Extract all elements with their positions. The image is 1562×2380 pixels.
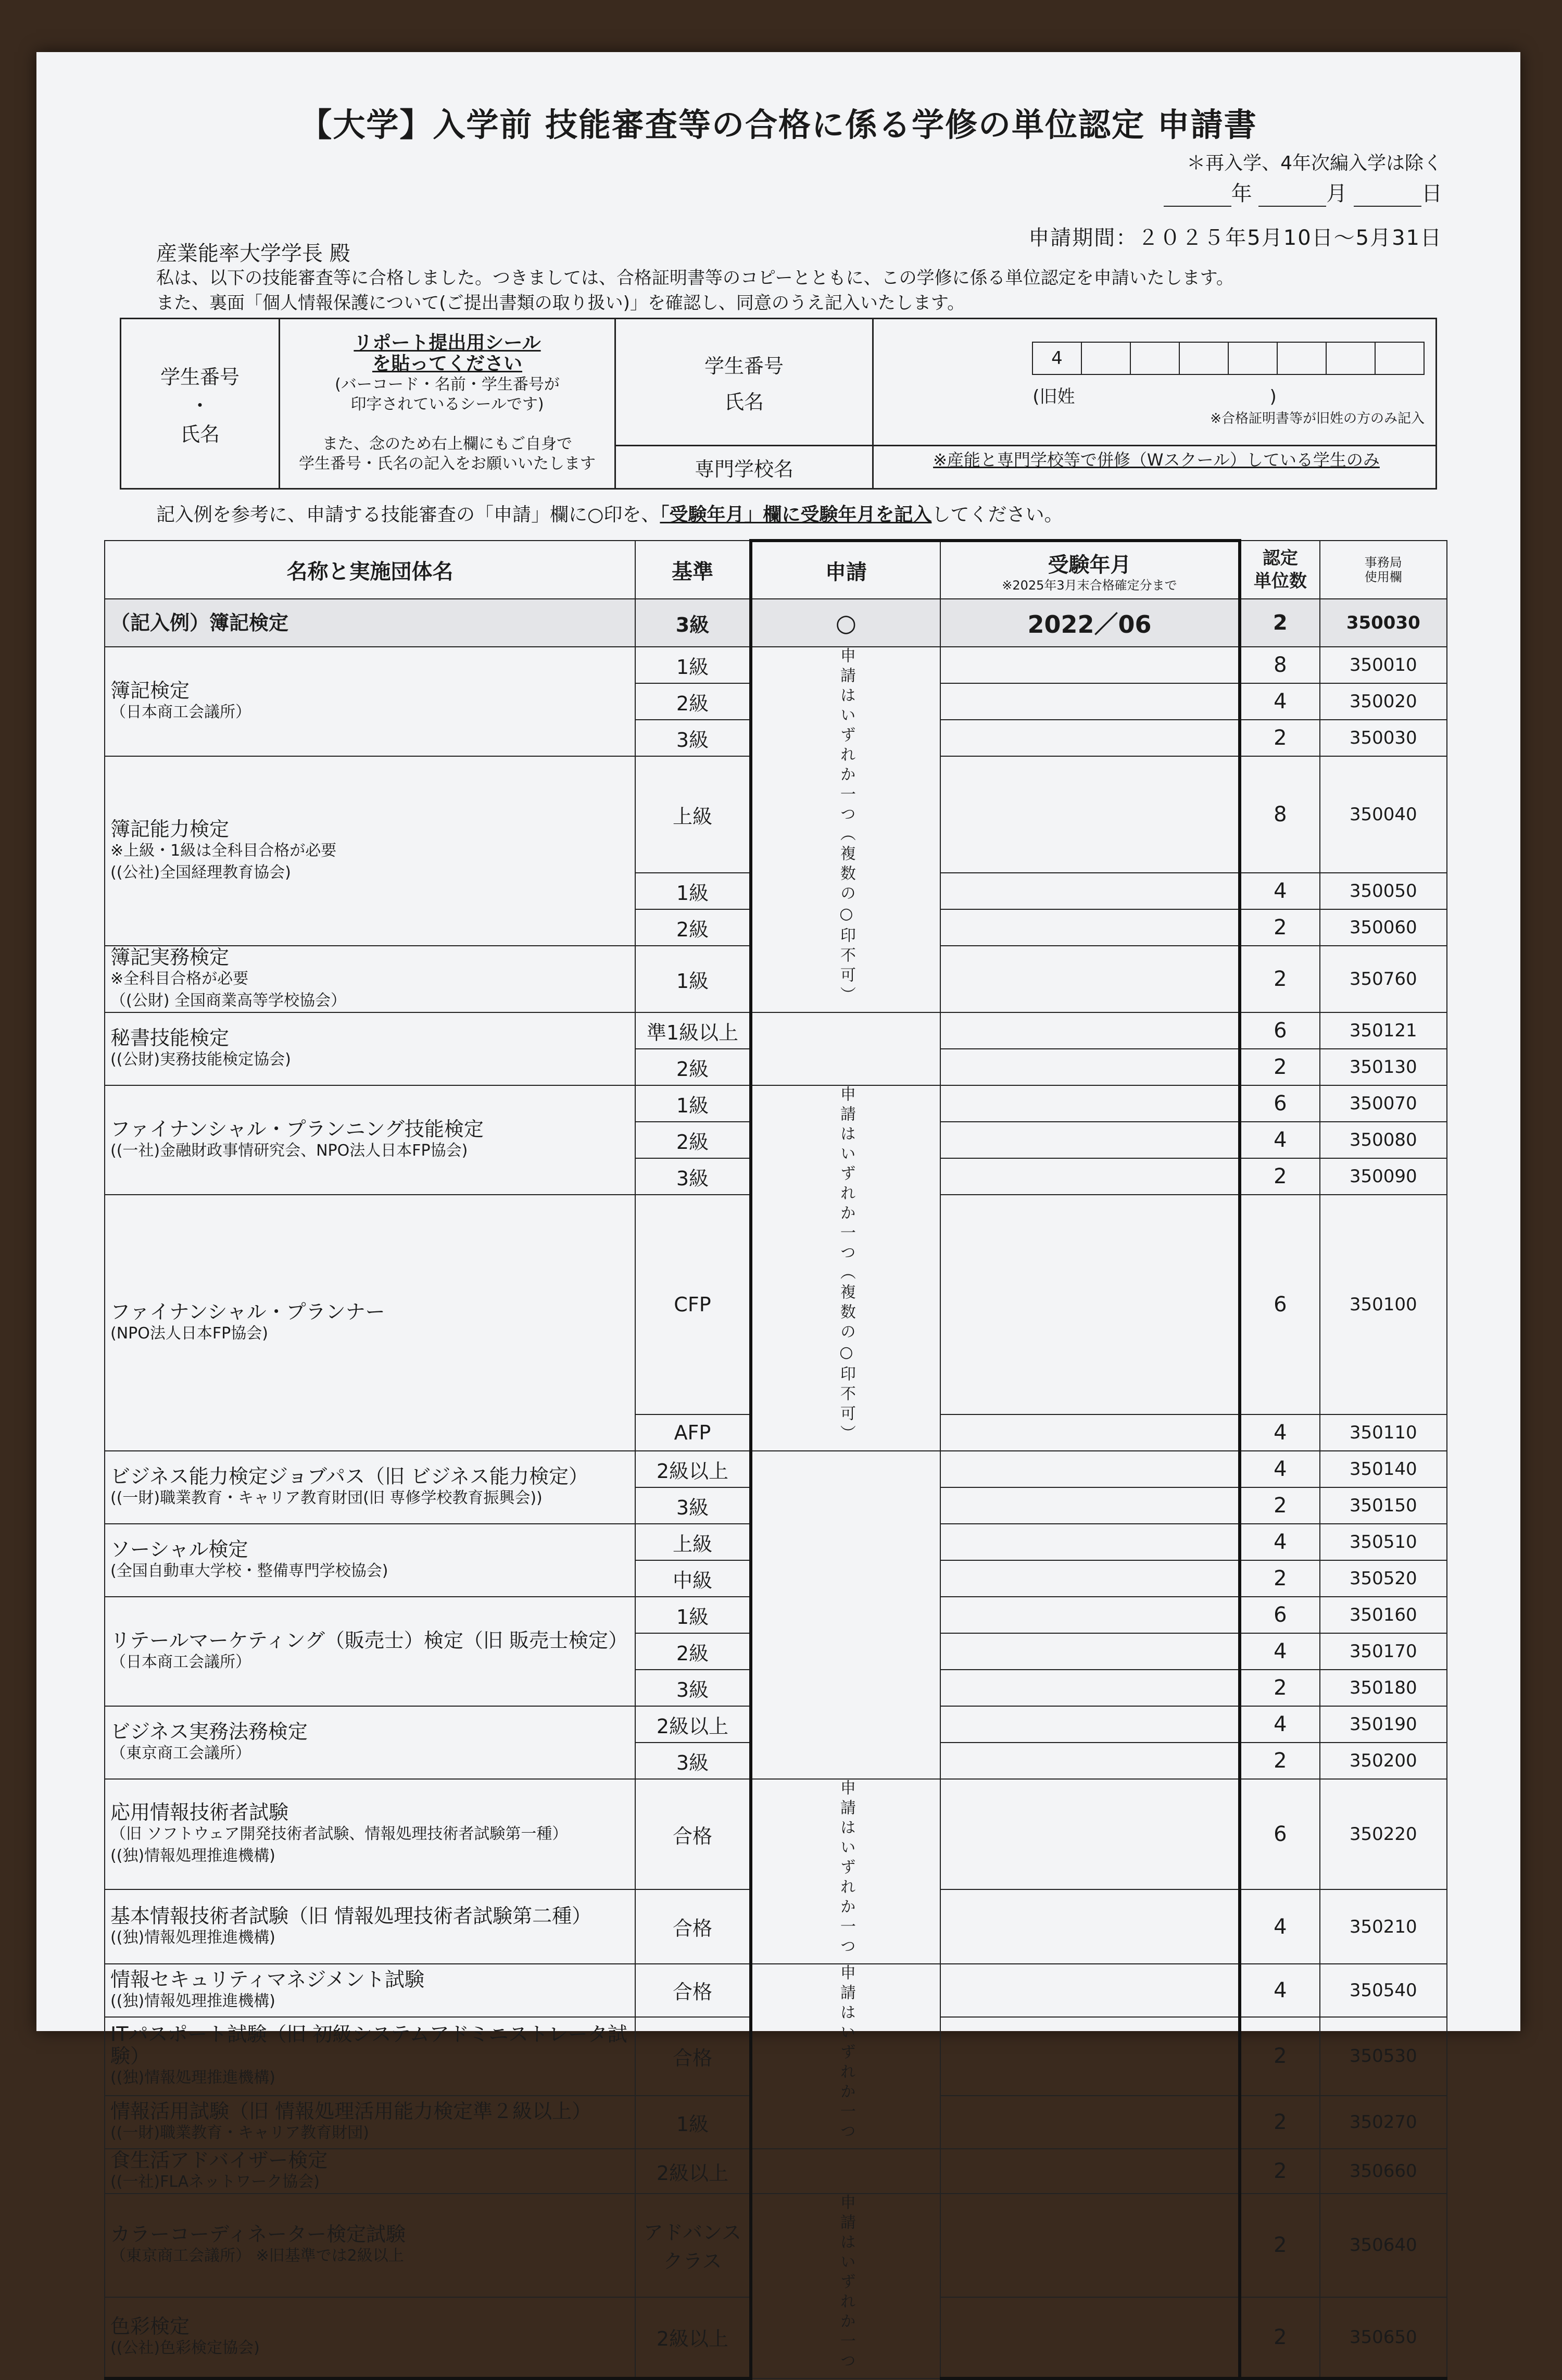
- office-code-cell: 350220: [1320, 1779, 1447, 1889]
- certification-name-cell: [105, 2297, 635, 2378]
- grade-cell: 3級: [635, 1487, 751, 1524]
- header-office-2: 使用欄: [1364, 570, 1402, 584]
- credit-cell: 2: [1240, 1560, 1320, 1597]
- intro-text: [156, 266, 1234, 316]
- seal-title-1: リポート提出用シール: [354, 332, 541, 354]
- header-apply: 申請: [751, 541, 940, 599]
- header-grade: 基準: [635, 541, 751, 599]
- certification-name-cell: [105, 2096, 635, 2149]
- date-line: [1164, 177, 1442, 207]
- office-code-cell: 350760: [1320, 946, 1447, 1012]
- credit-cell: 4: [1240, 1524, 1320, 1560]
- grade-cell: 2級以上: [635, 1451, 751, 1487]
- exam-date-cell[interactable]: [940, 2149, 1240, 2194]
- certification-org: （日本商工会議所）: [110, 703, 251, 721]
- apply-rule-note: 申請はいずれか一つ: [837, 2194, 855, 2372]
- office-code-cell: 350140: [1320, 1451, 1447, 1487]
- old-name-note: ※合格証明書等が旧姓の方のみ記入: [1210, 410, 1425, 427]
- apply-cell[interactable]: [751, 1964, 940, 2149]
- credit-cell: 2: [1240, 2194, 1320, 2297]
- day-label: 日: [1421, 182, 1442, 206]
- application-period: 申請期間：２０２５年5月10日〜5月31日: [1028, 226, 1442, 250]
- exam-date-cell[interactable]: [940, 1012, 1240, 1049]
- exam-date-cell[interactable]: [940, 2096, 1240, 2149]
- exam-date-cell[interactable]: [940, 1085, 1240, 1122]
- table-row: [105, 1012, 1447, 1049]
- grade-cell: 合格: [635, 1964, 751, 2017]
- office-code-cell: 350130: [1320, 1049, 1447, 1085]
- exam-date-cell[interactable]: [940, 873, 1240, 909]
- exam-date-cell[interactable]: [940, 1889, 1240, 1964]
- credit-cell: 4: [1240, 683, 1320, 720]
- exam-date-cell[interactable]: [940, 1158, 1240, 1195]
- exam-date-cell[interactable]: [940, 1195, 1240, 1414]
- certification-name-cell: [105, 2149, 635, 2194]
- office-code-cell: 350540: [1320, 1964, 1447, 2017]
- table-row: [105, 647, 1447, 683]
- exam-date-cell[interactable]: [940, 683, 1240, 720]
- certification-org: (NPO法人日本FP協会): [110, 1324, 268, 1343]
- credit-cell: 4: [1240, 1633, 1320, 1670]
- table-row: [105, 1451, 1447, 1487]
- credit-cell: 2: [1240, 2297, 1320, 2378]
- table-row: [105, 2149, 1447, 2194]
- exam-date-cell[interactable]: [940, 1049, 1240, 1085]
- certification-name: 秘書技能検定: [110, 1026, 230, 1049]
- certification-name-cell: [105, 1779, 635, 1889]
- application-form: [36, 52, 1520, 2372]
- exam-date-cell[interactable]: [940, 1964, 1240, 2017]
- id-digit-box[interactable]: [1228, 342, 1278, 375]
- grade-cell: 1級: [635, 946, 751, 1012]
- certification-name-cell: [105, 647, 635, 756]
- certification-name: ソーシャル検定: [110, 1538, 248, 1561]
- name-label: 氏名: [724, 390, 764, 414]
- credit-cell: 6: [1240, 1085, 1320, 1122]
- certification-name-cell: [105, 1451, 635, 1524]
- seal-title-2: を貼ってください: [372, 353, 522, 374]
- certification-name-cell: [105, 1706, 635, 1779]
- apply-cell[interactable]: [751, 1451, 940, 1779]
- exam-date-cell[interactable]: [940, 1779, 1240, 1889]
- grade-cell: 上級: [635, 1524, 751, 1560]
- exam-date-cell[interactable]: [940, 2297, 1240, 2378]
- office-code-cell: 350030: [1320, 720, 1447, 756]
- exam-date-cell[interactable]: [940, 2194, 1240, 2297]
- grade-cell: 2級以上: [635, 1706, 751, 1743]
- certification-name: 情報活用試験（旧 情報処理活用能力検定準２級以上）: [110, 2100, 592, 2123]
- office-code-cell: 350520: [1320, 1560, 1447, 1597]
- example-mark: ○: [751, 599, 940, 647]
- student-name-label: 氏名: [180, 422, 220, 446]
- certification-org: ((一社)FLAネットワーク協会): [110, 2173, 320, 2191]
- apply-rule-note: 申請はいずれか一つ（複数の○印不可）: [837, 1086, 855, 1445]
- grade-cell: 2級: [635, 1122, 751, 1158]
- apply-cell[interactable]: [751, 647, 940, 1012]
- certification-name-cell: [105, 2017, 635, 2096]
- certification-org: ((公財)実務技能検定協会): [110, 1050, 291, 1069]
- credit-cell: 2: [1240, 1049, 1320, 1085]
- credit-cell: 2: [1240, 2017, 1320, 2096]
- example-credit: 2: [1240, 599, 1320, 647]
- office-code-cell: 350060: [1320, 909, 1447, 946]
- school-entry-field[interactable]: ※産能と専門学校等で併修（Wスクール）している学生のみ: [873, 446, 1437, 489]
- seal-note-4: 学生番号・氏名の記入をお願いいたします: [299, 455, 596, 473]
- student-id-boxes[interactable]: [874, 342, 1425, 375]
- exam-date-cell[interactable]: [940, 1560, 1240, 1597]
- certification-name: 基本情報技術者試験（旧 情報処理技術者試験第二種）: [110, 1904, 592, 1927]
- credit-cell: 6: [1240, 1012, 1320, 1049]
- certification-name-cell: [105, 1889, 635, 1964]
- credit-cell: 6: [1240, 1779, 1320, 1889]
- credit-cell: 6: [1240, 1195, 1320, 1414]
- grade-cell: 合格: [635, 1889, 751, 1964]
- student-info-table: [120, 318, 1437, 490]
- id-name-label-cell: [615, 319, 873, 446]
- certification-name: 簿記能力検定: [110, 818, 230, 841]
- student-id-label: 学生番号: [160, 365, 240, 389]
- office-code-cell: 350070: [1320, 1085, 1447, 1122]
- certification-name: リテールマーケティング（販売士）検定（旧 販売士検定）: [110, 1629, 628, 1652]
- certification-name-cell: [105, 1012, 635, 1085]
- office-code-cell: 350020: [1320, 683, 1447, 720]
- grade-cell: 2級以上: [635, 2149, 751, 2194]
- example-code: 350030: [1320, 599, 1447, 647]
- credit-cell: 4: [1240, 1122, 1320, 1158]
- credit-cell: 4: [1240, 1889, 1320, 1964]
- office-code-cell: 350150: [1320, 1487, 1447, 1524]
- certification-name: 応用情報技術者試験: [110, 1801, 289, 1824]
- grade-cell: 2級: [635, 683, 751, 720]
- certification-note: ※全科目合格が必要: [110, 970, 249, 988]
- table-row: [105, 1779, 1447, 1889]
- seal-note-1: (バーコード・名前・学生番号が: [335, 375, 560, 394]
- seal-area[interactable]: [280, 319, 615, 489]
- certification-org: ((独)情報処理推進機構): [110, 1928, 275, 1947]
- id-name-entry-cell[interactable]: [873, 319, 1437, 446]
- apply-cell[interactable]: [751, 1012, 940, 1085]
- certification-org: （東京商工会議所）: [110, 1744, 251, 1762]
- table-row: [105, 2194, 1447, 2297]
- certification-org: （(公財) 全国商業高等学校協会）: [110, 992, 346, 1010]
- grade-cell: 3級: [635, 1743, 751, 1779]
- header-exam-date-label: 受験年月: [1048, 553, 1131, 577]
- id-digit-box[interactable]: 4: [1032, 342, 1082, 375]
- certification-name-cell: [105, 2194, 635, 2297]
- certification-org: （東京商工会議所） ※旧基準では2級以上: [110, 2247, 404, 2265]
- grade-cell: 3級: [635, 720, 751, 756]
- apply-cell[interactable]: [751, 1779, 940, 1964]
- office-code-cell: 350100: [1320, 1195, 1447, 1414]
- credit-cell: 4: [1240, 1706, 1320, 1743]
- exam-date-cell[interactable]: [940, 1670, 1240, 1706]
- certification-name: ファイナンシャル・プランナー: [110, 1300, 385, 1323]
- exam-date-cell[interactable]: [940, 1633, 1240, 1670]
- header-office: [1320, 541, 1447, 599]
- header-credit-1: 認定: [1262, 548, 1298, 569]
- office-code-cell: 350190: [1320, 1706, 1447, 1743]
- header-credit: [1240, 541, 1320, 599]
- instruction-post: してください。: [931, 504, 1063, 525]
- exam-date-cell[interactable]: [940, 720, 1240, 756]
- certification-name-cell: [105, 1964, 635, 2017]
- office-code-cell: 350210: [1320, 1889, 1447, 1964]
- office-code-cell: 350040: [1320, 756, 1447, 873]
- id-label: 学生番号: [704, 354, 784, 378]
- office-code-cell: 350110: [1320, 1414, 1447, 1451]
- credit-cell: 2: [1240, 909, 1320, 946]
- form-title: 【大学】入学前 技能審査等の合格に係る学修の単位認定 申請書: [299, 106, 1257, 144]
- office-code-cell: 350510: [1320, 1524, 1447, 1560]
- exam-date-cell[interactable]: [940, 2017, 1240, 2096]
- exam-date-cell[interactable]: [940, 1122, 1240, 1158]
- student-label-cell: [121, 319, 280, 489]
- credit-cell: 2: [1240, 2096, 1320, 2149]
- certification-name: 食生活アドバイザー検定: [110, 2149, 328, 2172]
- credit-cell: 2: [1240, 946, 1320, 1012]
- certification-org: ((独)情報処理推進機構): [110, 1991, 275, 2010]
- grade-cell: 1級: [635, 2096, 751, 2149]
- office-code-cell: 350180: [1320, 1670, 1447, 1706]
- certification-name: カラーコーディネーター検定試験: [110, 2223, 406, 2246]
- grade-cell: 1級: [635, 1085, 751, 1122]
- certification-name-cell: [105, 1085, 635, 1195]
- exam-date-cell[interactable]: [940, 1451, 1240, 1487]
- grade-cell: 1級: [635, 1597, 751, 1633]
- apply-rule-note: 申請はいずれか一つ: [837, 1780, 855, 1958]
- exam-date-cell[interactable]: [940, 1706, 1240, 1743]
- exclusion-note: ＊再入学、4年次編入学は除く: [1187, 153, 1442, 174]
- apply-cell[interactable]: [751, 2149, 940, 2194]
- year-blank[interactable]: [1164, 185, 1231, 207]
- id-digit-box[interactable]: [1375, 342, 1425, 375]
- credit-cell: 4: [1240, 1451, 1320, 1487]
- exam-date-cell[interactable]: [940, 1524, 1240, 1560]
- office-code-cell: 350121: [1320, 1012, 1447, 1049]
- certification-name-cell: [105, 1195, 635, 1451]
- certification-org: （日本商工会議所）: [110, 1653, 251, 1671]
- apply-rule-note: 申請はいずれか一つ（複数の○印不可）: [837, 647, 855, 1006]
- office-code-cell: 350010: [1320, 647, 1447, 683]
- office-code-cell: 350270: [1320, 2096, 1447, 2149]
- certification-org: (全国自動車大学校・整備専門学校協会): [110, 1562, 388, 1580]
- instruction-emphasis: 「受験年月」欄に受験年月を記入: [660, 504, 932, 525]
- id-digit-box[interactable]: [1277, 342, 1327, 375]
- id-digit-box[interactable]: [1081, 342, 1131, 375]
- header-exam-date-note: ※2025年3月末合格確定分まで: [1002, 578, 1177, 593]
- grade-cell: 2級: [635, 1633, 751, 1670]
- example-date: 2022／06: [940, 599, 1240, 647]
- certification-org: ((一財)職業教育・キャリア教育財団): [110, 2124, 369, 2143]
- certification-org: ((独)情報処理推進機構): [110, 1847, 275, 1865]
- certification-name: ファイナンシャル・プランニング技能検定: [110, 1118, 484, 1141]
- office-code-cell: 350090: [1320, 1158, 1447, 1195]
- exam-date-cell[interactable]: [940, 1743, 1240, 1779]
- example-grade: 3級: [635, 599, 751, 647]
- certification-name: 情報セキュリティマネジメント試験: [110, 1968, 425, 1991]
- exam-date-cell[interactable]: [940, 1597, 1240, 1633]
- apply-rule-note: 申請はいずれか一つ: [837, 1964, 855, 2143]
- credit-cell: 4: [1240, 873, 1320, 909]
- credit-cell: 2: [1240, 1158, 1320, 1195]
- credit-cell: 2: [1240, 1487, 1320, 1524]
- id-digit-box[interactable]: [1326, 342, 1376, 375]
- grade-cell: CFP: [635, 1195, 751, 1414]
- certification-note: （旧 ソフトウェア開発技術者試験、情報処理技術者試験第一種）: [110, 1825, 568, 1844]
- label-dot: ・: [190, 394, 210, 417]
- credit-cell: 2: [1240, 1670, 1320, 1706]
- header-credit-2: 単位数: [1253, 571, 1307, 592]
- grade-cell: 3級: [635, 1158, 751, 1195]
- grade-cell: 中級: [635, 1560, 751, 1597]
- certification-name: 簿記実務検定: [110, 946, 230, 969]
- certification-org: ((一社)金融財政事情研究会、NPO法人日本FP協会): [110, 1142, 468, 1160]
- exam-date-cell[interactable]: [940, 647, 1240, 683]
- instruction: [156, 500, 1063, 527]
- example-name: （記入例）簿記検定: [105, 599, 635, 647]
- month-blank[interactable]: [1258, 185, 1326, 207]
- credit-cell: 2: [1240, 720, 1320, 756]
- id-digit-box[interactable]: [1179, 342, 1229, 375]
- office-code-cell: 350200: [1320, 1743, 1447, 1779]
- office-code-cell: 350640: [1320, 2194, 1447, 2297]
- seal-note-3: また、念のため右上欄にもご自身で: [322, 435, 572, 453]
- exam-date-cell[interactable]: [940, 756, 1240, 873]
- certification-org: ((公社)色彩検定協会): [110, 2338, 260, 2357]
- exam-date-cell[interactable]: [940, 1487, 1240, 1524]
- example-row: [105, 599, 1447, 647]
- grade-cell: 1級: [635, 873, 751, 909]
- certification-name-cell: [105, 1597, 635, 1706]
- school-label: 専門学校名: [615, 446, 873, 489]
- certification-name-cell: [105, 1524, 635, 1597]
- certification-org: ((一財)職業教育・キャリア教育財団(旧 専修学校教育振興会)): [110, 1489, 543, 1507]
- header-exam-date: [940, 541, 1240, 599]
- credit-cell: 8: [1240, 647, 1320, 683]
- certification-name: ビジネス能力検定ジョブパス（旧 ビジネス能力検定）: [110, 1465, 589, 1488]
- grade-cell: 2級以上: [635, 2297, 751, 2378]
- header-office-1: 事務局: [1364, 555, 1402, 570]
- office-code-cell: 350660: [1320, 2149, 1447, 2194]
- day-blank[interactable]: [1354, 185, 1421, 207]
- office-code-cell: 350170: [1320, 1633, 1447, 1670]
- certification-name-cell: [105, 946, 635, 1012]
- grade-cell: 1級: [635, 647, 751, 683]
- grade-cell: 3級: [635, 1670, 751, 1706]
- office-code-cell: 350530: [1320, 2017, 1447, 2096]
- grade-cell: 2級: [635, 909, 751, 946]
- credit-cell: 6: [1240, 1597, 1320, 1633]
- intro-line-2: また、裏面「個人情報保護について(ご提出書類の取り扱い)」を確認し、同意のうえ記入いたします。: [156, 293, 965, 314]
- credit-cell: 4: [1240, 1964, 1320, 2017]
- addressee: 産業能率大学学長 殿: [156, 242, 350, 266]
- grade-cell: AFP: [635, 1414, 751, 1451]
- month-label: 月: [1326, 182, 1347, 206]
- id-digit-box[interactable]: [1130, 342, 1180, 375]
- exam-date-cell[interactable]: [940, 1414, 1240, 1451]
- old-name-field[interactable]: (旧姓 ): [1032, 386, 1277, 407]
- credit-cell: 8: [1240, 756, 1320, 873]
- certification-name: 簿記検定: [110, 679, 190, 702]
- instruction-pre: 記入例を参考に、申請する技能審査の「申請」欄に○印を、: [156, 504, 660, 525]
- certification-org: ((公社)全国経理教育協会): [110, 863, 291, 882]
- credit-cell: 4: [1240, 1414, 1320, 1451]
- grade-cell: 上級: [635, 756, 751, 873]
- grade-cell: 合格: [635, 1779, 751, 1889]
- grade-cell: 合格: [635, 2017, 751, 2096]
- office-code-cell: 350080: [1320, 1122, 1447, 1158]
- intro-line-1: 私は、以下の技能審査等に合格しました。つきましては、合格証明書等のコピーとともに、この学修に係る単位認定を申請いたします。: [156, 268, 1234, 289]
- table-body: [105, 599, 1447, 2378]
- exam-date-cell[interactable]: [940, 946, 1240, 1012]
- certification-name: 色彩検定: [110, 2314, 190, 2338]
- apply-cell[interactable]: [751, 1085, 940, 1451]
- year-label: 年: [1231, 182, 1252, 206]
- grade-cell: アドバンスクラス: [635, 2194, 751, 2297]
- seal-note-2: 印字されているシールです): [350, 395, 544, 414]
- certification-name: ビジネス実務法務検定: [110, 1720, 308, 1743]
- table-row: [105, 1964, 1447, 2017]
- certification-table: [104, 539, 1447, 2380]
- certification-note: ※上級・1級は全科目合格が必要: [110, 842, 337, 860]
- certification-name-cell: [105, 756, 635, 946]
- office-code-cell: 350650: [1320, 2297, 1447, 2378]
- office-code-cell: 350050: [1320, 873, 1447, 909]
- office-code-cell: 350160: [1320, 1597, 1447, 1633]
- certification-name: ITパスポート試験（旧 初級システムアドミニストレータ試験）: [110, 2023, 627, 2068]
- apply-cell[interactable]: [751, 2194, 940, 2378]
- credit-cell: 2: [1240, 1743, 1320, 1779]
- certification-org: ((独)情報処理推進機構): [110, 2069, 275, 2087]
- credit-cell: 2: [1240, 2149, 1320, 2194]
- grade-cell: 準1級以上: [635, 1012, 751, 1049]
- grade-cell: 2級: [635, 1049, 751, 1085]
- header-name: 名称と実施団体名: [105, 541, 635, 599]
- exam-date-cell[interactable]: [940, 909, 1240, 946]
- table-row: [105, 1085, 1447, 1122]
